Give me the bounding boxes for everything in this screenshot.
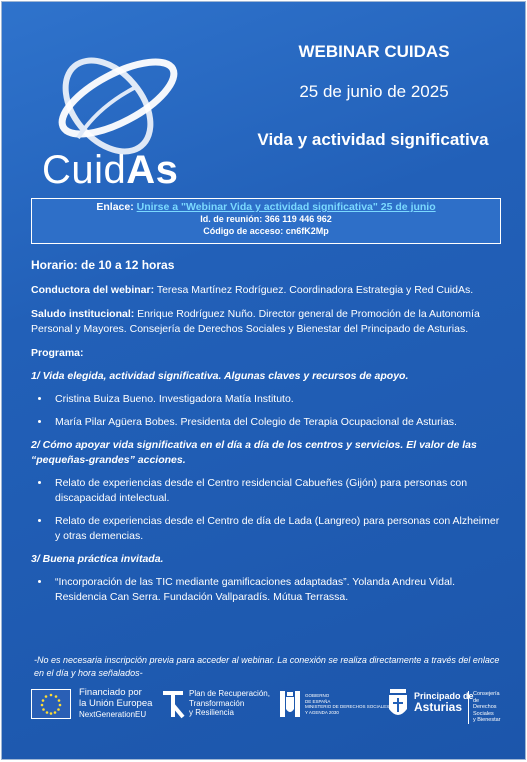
webinar-topic: Vida y actividad significativa bbox=[257, 130, 489, 149]
section-3-title: 3/ Buena práctica invitada. bbox=[31, 553, 164, 565]
section-1-title: 1/ Vida elegida, actividad significativa. Algunas claves y recursos de apoyo. bbox=[31, 370, 409, 382]
access-code: Código de acceso: cn6fK2Mp bbox=[203, 226, 329, 236]
list-item: • Relato de experiencias desde el Centro residencial Cabueñes (Gijón) para personas con discapacidad intelectual. bbox=[51, 476, 506, 506]
section-2-title bbox=[31, 438, 506, 468]
program-content bbox=[31, 258, 506, 613]
join-webinar-link[interactable]: Unirse a "Webinar Vida y actividad significativa" 25 de junio bbox=[136, 201, 436, 213]
plan-line: Plan de Recuperación, bbox=[189, 689, 270, 698]
greeting-text: Enrique Rodríguez Nuño. Director general de Promoción de la Autonomía Personal y Mayores. Consejería de Derechos Sociales y Bienestar del Principado de Asturias. bbox=[31, 308, 480, 335]
spain-government-text bbox=[305, 693, 389, 715]
pa-line: Asturias bbox=[414, 700, 463, 714]
footer-note: -No es necesaria inscripción previa para acceder al webinar. La conexión se realiza directamente a través del enlace en el día y hora señalados- bbox=[34, 655, 500, 678]
cons-line: y Bienestar bbox=[473, 717, 501, 723]
eu-line: Financiado por bbox=[79, 687, 142, 698]
list-item: • Cristina Buiza Bueno. Investigadora Matía Instituto. bbox=[51, 392, 506, 407]
list-item-line: Residencia Can Serra. Fundación Vallparadís. Mútua Terrassa. bbox=[55, 591, 349, 603]
pa-line: Principado de bbox=[414, 691, 474, 701]
list-item-line: “Incorporación de las TIC mediante gamificaciones adaptadas”. Yolanda Andreu Vidal. bbox=[55, 576, 456, 588]
list-item: • Relato de experiencias desde el Centro de día de Lada (Langreo) para personas con Alzheimer y otras demencias. bbox=[51, 514, 506, 544]
asturias-text bbox=[414, 691, 474, 713]
sponsor-logos bbox=[31, 685, 506, 725]
schedule: Horario: de 10 a 12 horas bbox=[31, 258, 175, 272]
recovery-plan-icon bbox=[161, 689, 185, 724]
list-item bbox=[51, 575, 506, 605]
section-2-title-line2: “pequeñas-grandes” acciones. bbox=[31, 454, 186, 466]
plan-line: Transformación bbox=[189, 698, 245, 708]
meeting-id: Id. de reunión: 366 119 446 962 bbox=[200, 214, 332, 224]
webinar-date: 25 de junio de 2025 bbox=[299, 82, 449, 101]
link-row bbox=[32, 201, 500, 213]
list-item: • María Pilar Agüera Bobes. Presidenta del Colegio de Terapia Ocupacional de Asturias. bbox=[51, 415, 506, 430]
link-label: Enlace: bbox=[96, 201, 137, 213]
gob-line: MINISTERIO DE DERECHOS SOCIALES bbox=[305, 704, 390, 709]
asturias-crest-icon bbox=[386, 687, 410, 721]
webinar-flyer bbox=[1, 1, 526, 760]
gob-line: Y AGENDA 2030 bbox=[305, 709, 339, 715]
gob-line: GOBIERNO bbox=[305, 693, 330, 698]
eu-flag-icon bbox=[31, 689, 71, 719]
logo-wordmark: CuidAs bbox=[42, 148, 179, 192]
eu-line: NextGenerationEU bbox=[79, 710, 147, 719]
eu-line: la Unión Europea bbox=[79, 698, 153, 709]
cons-line: Consejería de bbox=[473, 691, 500, 704]
host-label: Conductora del webinar: bbox=[31, 284, 155, 296]
consejeria-text bbox=[468, 691, 506, 724]
eu-funding-text bbox=[79, 687, 152, 720]
cons-line: Derechos Sociales bbox=[473, 704, 497, 717]
host-paragraph bbox=[31, 283, 506, 298]
greeting-paragraph bbox=[31, 307, 506, 337]
section-3-list bbox=[31, 575, 506, 605]
section-1-list bbox=[31, 392, 506, 430]
greeting-label: Saludo institucional: bbox=[31, 308, 135, 320]
spain-crest-icon bbox=[279, 689, 301, 719]
section-2-title-line1: 2/ Cómo apoyar vida significativa en el día a día de los centros y servicios. El valor de las bbox=[31, 439, 477, 451]
link-box bbox=[31, 198, 501, 244]
program-heading: Programa: bbox=[31, 347, 84, 359]
recovery-plan-text bbox=[189, 689, 270, 718]
gob-line: DE ESPAÑA bbox=[305, 698, 331, 704]
plan-line: y Resiliencia bbox=[189, 708, 234, 717]
section-2-list bbox=[31, 476, 506, 544]
webinar-title: WEBINAR CUIDAS bbox=[298, 42, 450, 61]
host-text: Teresa Martínez Rodríguez. Coordinadora Estrategia y Red CuidAs. bbox=[154, 284, 474, 296]
